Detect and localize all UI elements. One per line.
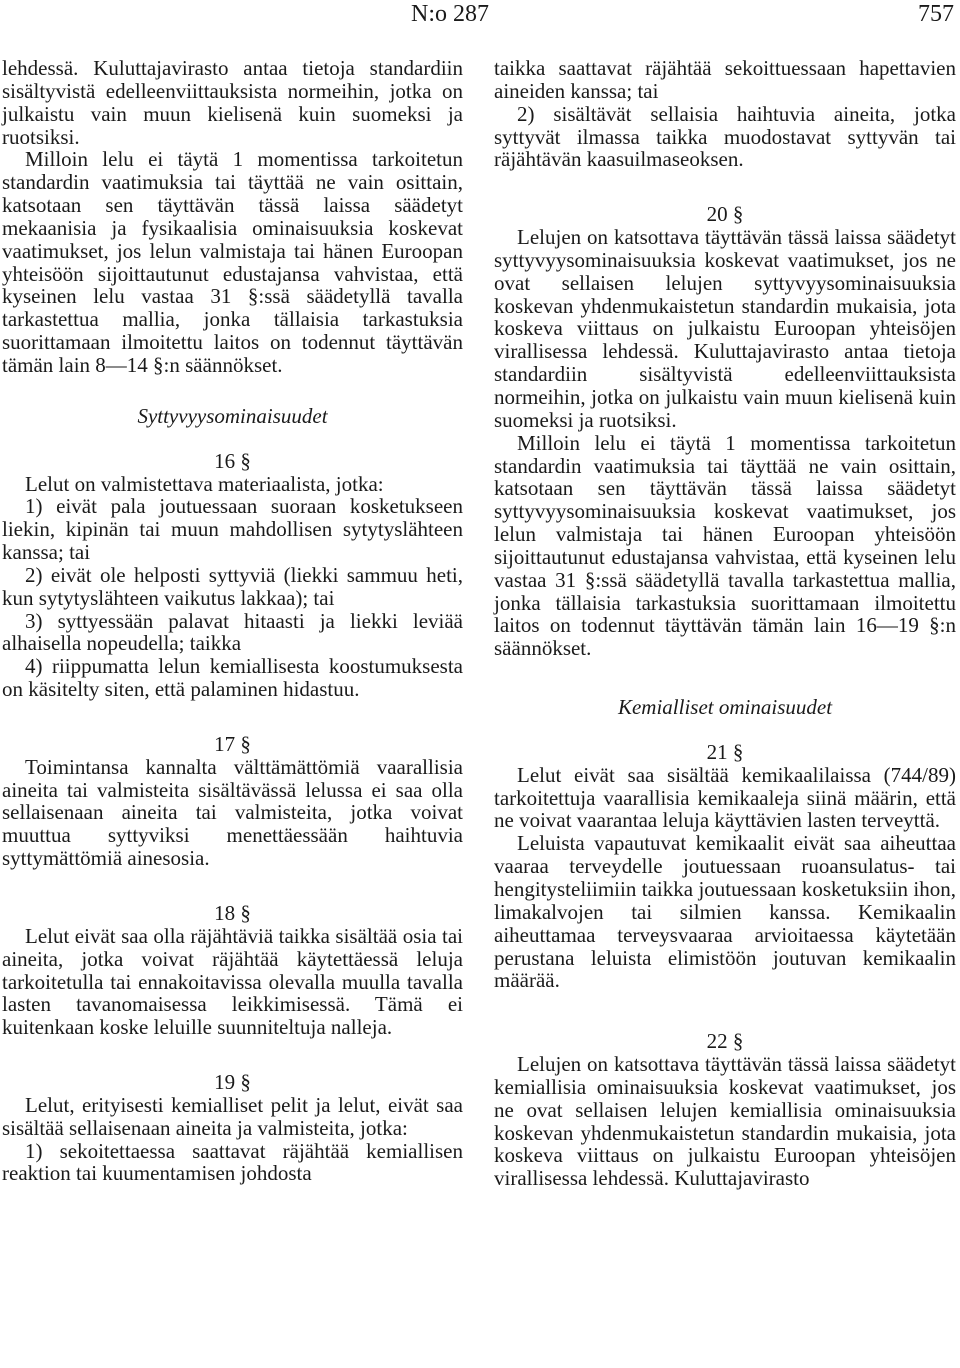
paragraph: Milloin lelu ei täytä 1 momentissa tarkoitetun standardin vaatimuksia tai täyttää ne vain osittain, katsotaan sen täyttävän tässä laissa säädetyt syttyvyysominaisuuksia koskevat vaatimukset, jos lelun valmistaja tai hänen Euroopan yhteisöön sijoittautunut edustajansa vahvistaa, että kyseinen lelu vastaa 31 §:ssä säädetyllä tavalla tarkastettua mallia, jonka tällaisia tarkastuksia suorittamaan ilmoitettu laitos on todennut täyttävän tämän lain 16—19 §:n säännökset. (494, 430, 956, 661)
paragraph: Lelujen on katsottava täyttävän tässä laissa säädetyt syttyvyysominaisuuksia koskevat vaatimukset, jos ne ovat sellaisen lelujen syttyvyysominaisuuksia koskevan yhdenmukaistetun standardin mukaisia, jota koskeva viittaus on julkaistu Euroopan yhteisöjen virallisessa lehdessä. Kuluttajavirasto antaa tietoja standardiin sisältyvistä edelleenviittauksista normeihin, jotka on julkaistu vain muun kielisenä kuin suomeksi ja ruotsiksi. (494, 225, 956, 432)
paragraph: taikka saattavat räjähtää sekoittuessaan hapettavien aineiden kanssa; tai (494, 56, 956, 103)
section-heading-flammability: Syttyvyysominaisuudet (137, 403, 328, 428)
list-item: 2) sisältävät sellaisia haihtuvia aineita, jotka syttyvät ilmassa taikka muodostavat syttyvän tai räjähtävän kaasuilmaseoksen. (494, 101, 956, 172)
section-heading-chemical: Kemialliset ominaisuudet (617, 695, 833, 720)
paragraph: Lelut on valmistettava materiaalista, jotka: (25, 471, 384, 496)
paragraph: Lelut eivät saa sisältää kemikaalilaissa (744/89) tarkoitettuja vaarallisia kemikaaleja siinä määrin, että ne voivat vaarantaa leluja käyttävien lasten terveyttä. (494, 762, 956, 833)
section-number-18: 18 § (214, 901, 251, 925)
section-number-19: 19 § (214, 1070, 251, 1095)
list-item: 2) eivät ole helposti syttyviä (liekki sammuu heti, kun sytytyslähteen vaikutus lakkaa); tai (2, 562, 463, 610)
section-number-21: 21 § (706, 739, 744, 764)
list-item: 3) syttyessään palavat hitaasti ja liekki leviää alhaisella nopeudella; taikka (2, 608, 463, 656)
section-number-16: 16 § (214, 448, 251, 473)
page-number: 757 (918, 1, 954, 27)
paragraph: Toimintansa kannalta välttämättömiä vaarallisia aineita tai valmisteita sisältävässä lelussa ei saa olla sellaisenaan aineita tai valmisteita, jotka voivat muuttua syttyviksi menettäessään haihtuvia syttymättömiä ainesosia. (2, 754, 463, 871)
list-item: 1) eivät pala joutuessaan suoraan kosketukseen liekin, kipinän tai muun mahdollisen sytytyslähteen kanssa; tai (2, 494, 463, 565)
section-number-17: 17 § (214, 731, 251, 756)
issue-number: N:o 287 (411, 1, 489, 27)
left-column (2, 57, 463, 1185)
section-number-22: 22 § (706, 1029, 744, 1054)
right-column (494, 57, 956, 1190)
paragraph: Lelujen on katsottava täyttävän tässä laissa säädetyt kemiallisia ominaisuuksia koskevat vaatimukset, jos ne ovat sellaisen lelujen kemiallisia ominaisuuksia koskevan yhdenmukaistetun standardin mukaisia, jota koskeva viittaus on julkaistu Euroopan yhteisöjen virallisessa lehdessä. Kuluttajavirasto (494, 1052, 956, 1191)
section-number-20: 20 § (706, 202, 744, 227)
paragraph: Milloin lelu ei täytä 1 momentissa tarkoitetun standardin vaatimuksia tai täyttää ne vain osittain, katsotaan sen täyttävän tässä laissa säädetyt mekaanisia ja fysikaalisia ominaisuuksia koskevat vaatimukset, jos lelun valmistaja tai hänen Euroopan yhteisöön sijoittautunut edustajansa vahvistaa, että kyseinen lelu vastaa 31 §:ssä säädetyllä tavalla tarkastettua mallia, jonka tällaisia tarkastuksia suorittamaan ilmoitettu laitos on todennut täyttävän tämän lain 8—14 §:n säännökset. (2, 147, 463, 377)
paragraph: Lelut, erityisesti kemialliset pelit ja lelut, eivät saa sisältää sellaisenaan aineita ja valmisteita, jotka: (2, 1092, 463, 1140)
paragraph: lehdessä. Kuluttajavirasto antaa tietoja standardiin sisältyvistä edelleenviittauksista normeihin, jotka on julkaistu vain muun kielisenä kuin suomeksi ja ruotsiksi. (2, 56, 463, 149)
page-header (0, 0, 960, 34)
paragraph: Lelut eivät saa olla räjähtäviä taikka sisältää osia tai aineita, jotka voivat räjähtää käytettäessä leluja tarkoitetulla tai ennakoitavissa olevalla muulla tavalla lasten tavanomaisessa leikkimisessä. Tämä ei kuitenkaan koske leluille suunniteltuja nalleja. (2, 923, 463, 1040)
paragraph: Leluista vapautuvat kemikaalit eivät saa aiheuttaa vaaraa terveydelle joutuessaan ruoansulatus- tai hengitysteliimiin taikka joutuessaan kosketuksiin ihon, limakalvojen tai silmien kanssa. Kemikaalin aiheuttamaa terveysvaaraa arvioitaessa käytetään perustana leluista elimistöön joutuvan kemikaalin määrää. (494, 831, 956, 993)
list-item: 1) sekoitettaessa saattavat räjähtää kemiallisen reaktion tai kuumentamisen johdosta (2, 1138, 463, 1186)
list-item: 4) riippumatta lelun kemiallisesta koostumuksesta on käsitelty siten, että palaminen hidastuu. (2, 654, 463, 702)
